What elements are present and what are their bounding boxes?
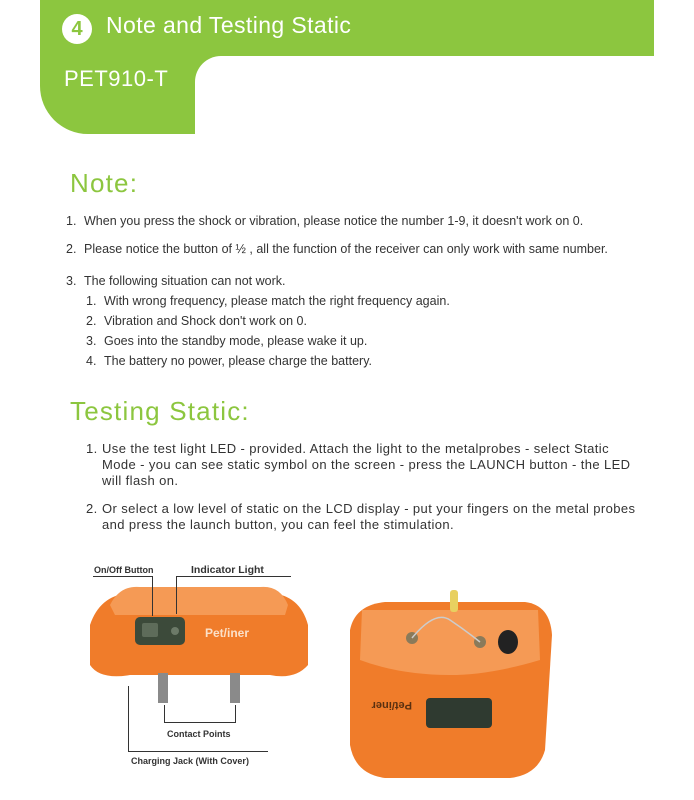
note-subitem-text: The battery no power, please charge the battery. xyxy=(104,354,372,368)
receiver-test-illustration xyxy=(340,580,560,790)
note-item-number: 2. xyxy=(66,242,77,256)
note-item xyxy=(66,274,608,294)
indicator-light xyxy=(171,627,179,635)
note-item xyxy=(66,242,608,274)
callout-line xyxy=(164,705,165,722)
note-subitem-text: Vibration and Shock don't work on 0. xyxy=(104,314,307,328)
note-item xyxy=(66,214,608,242)
callout-line xyxy=(152,576,153,616)
on-off-label: On/Off Button xyxy=(94,565,154,575)
note-item-text: Please notice the button of ½ , all the function of the receiver can only work with same number. xyxy=(84,242,608,256)
note-item-number: 1. xyxy=(66,214,77,228)
header-cutout xyxy=(195,56,655,136)
lcd-panel xyxy=(426,698,492,728)
note-subitem xyxy=(86,334,450,354)
note-item-number: 3. xyxy=(66,274,77,288)
callout-line xyxy=(235,705,236,722)
note-subitem-text: With wrong frequency, please match the right frequency again. xyxy=(104,294,450,308)
note-subitem-number: 2. xyxy=(86,314,97,328)
note-sublist xyxy=(86,294,450,374)
model-label: PET910-T xyxy=(64,66,169,91)
note-heading: Note: xyxy=(70,168,139,198)
contact-point-right xyxy=(230,673,240,703)
note-item-text: When you press the shock or vibration, please notice the number 1-9, it doesn't work on 0. xyxy=(84,214,584,228)
note-item-text: The following situation can not work. xyxy=(84,274,286,288)
testing-list xyxy=(86,441,646,545)
note-subitem xyxy=(86,314,450,334)
testing-item-text: Use the test light LED - provided. Attach the light to the metalprobes - select Static Mode - you can see static symbol on the screen - press the LAUNCH button - the LED will flash on. xyxy=(102,441,631,488)
note-subitem xyxy=(86,354,450,374)
testing-heading: Testing Static: xyxy=(70,396,250,426)
testing-item xyxy=(86,441,646,489)
step-number-badge: 4 xyxy=(62,14,92,44)
indicator-label: Indicator Light xyxy=(191,564,264,576)
contact-point-left xyxy=(158,673,168,703)
note-subitem-number: 3. xyxy=(86,334,97,348)
testing-item xyxy=(86,501,646,533)
callout-line xyxy=(128,751,268,752)
note-subitem-number: 4. xyxy=(86,354,97,368)
brand-logo: Pet/iner xyxy=(205,626,250,640)
contact-label: Contact Points xyxy=(167,729,231,739)
note-subitem xyxy=(86,294,450,314)
brand-logo: Pet/iner xyxy=(371,699,412,711)
test-light-led xyxy=(450,590,458,612)
receiver-top-face xyxy=(110,587,288,615)
note-list xyxy=(66,214,608,294)
page-title: Note and Testing Static xyxy=(106,12,352,38)
callout-line xyxy=(176,576,291,577)
testing-item-number: 1. xyxy=(86,441,98,456)
callout-line xyxy=(93,576,153,577)
testing-item-number: 2. xyxy=(86,501,98,516)
note-subitem-text: Goes into the standby mode, please wake it up. xyxy=(104,334,368,348)
charging-cover xyxy=(498,630,518,654)
callout-line xyxy=(176,576,177,614)
testing-item-text: Or select a low level of static on the LCD display - put your fingers on the metal probes and press the launch button, you can feel the stimulation. xyxy=(102,501,636,532)
charging-label: Charging Jack (With Cover) xyxy=(131,756,249,766)
callout-line xyxy=(164,722,236,723)
callout-line xyxy=(128,686,129,751)
on-off-button xyxy=(142,623,158,637)
note-subitem-number: 1. xyxy=(86,294,97,308)
